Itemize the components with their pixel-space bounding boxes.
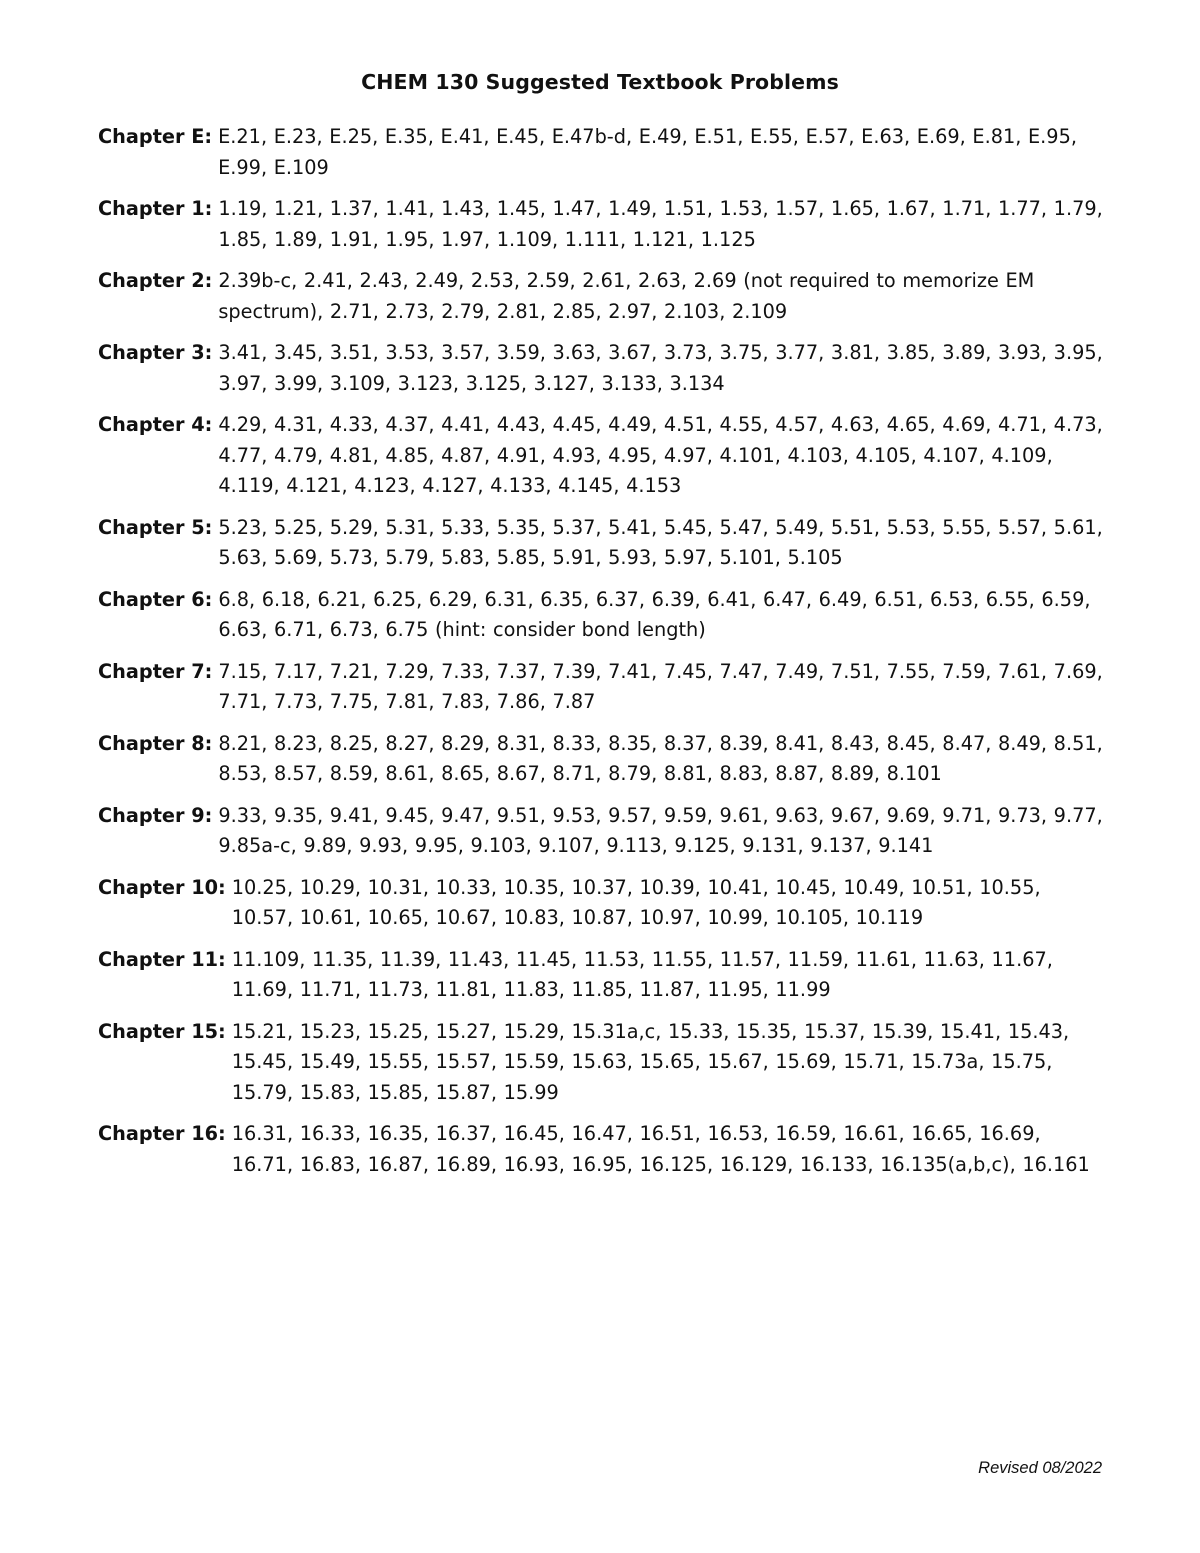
chapter-row-16	[98, 1119, 1108, 1180]
chapter-row-11	[98, 945, 1108, 1006]
chapter-row-3	[98, 338, 1108, 399]
chapter-problems: 7.15, 7.17, 7.21, 7.29, 7.33, 7.37, 7.39, 7.41, 7.45, 7.47, 7.49, 7.51, 7.55, 7.59, 7.61, 7.69, 7.71, 7.73, 7.75, 7.81, 7.83, 7.86, 7.87	[218, 659, 1103, 713]
chapter-problems: 1.19, 1.21, 1.37, 1.41, 1.43, 1.45, 1.47, 1.49, 1.51, 1.53, 1.57, 1.65, 1.67, 1.71, 1.77, 1.79, 1.85, 1.89, 1.91, 1.95, 1.97, 1.109, 1.111, 1.121, 1.125	[218, 197, 1103, 251]
chapter-row-6	[98, 585, 1108, 646]
chapter-problems: 4.29, 4.31, 4.33, 4.37, 4.41, 4.43, 4.45, 4.49, 4.51, 4.55, 4.57, 4.63, 4.65, 4.69, 4.71, 4.73, 4.77, 4.79, 4.81, 4.85, 4.87, 4.91, 4.93, 4.95, 4.97, 4.101, 4.103, 4.105, 4.107, 4.109, 4.119, 4.121, 4.123, 4.127, 4.133, 4.145, 4.153	[218, 413, 1103, 497]
chapter-label: Chapter 15:	[98, 1019, 226, 1043]
chapter-problems: 2.39b-c, 2.41, 2.43, 2.49, 2.53, 2.59, 2.61, 2.63, 2.69 (not required to memorize EM spectrum), 2.71, 2.73, 2.79, 2.81, 2.85, 2.97, 2.103, 2.109	[218, 269, 1035, 323]
chapter-row-10	[98, 873, 1108, 934]
chapter-label: Chapter 2:	[98, 269, 213, 292]
chapter-problems: 9.33, 9.35, 9.41, 9.45, 9.47, 9.51, 9.53, 9.57, 9.59, 9.61, 9.63, 9.67, 9.69, 9.71, 9.73, 9.77, 9.85a-c, 9.89, 9.93, 9.95, 9.103, 9.107, 9.113, 9.125, 9.131, 9.137, 9.141	[218, 803, 1103, 857]
chapter-label: Chapter 6:	[98, 587, 213, 611]
revision-date: Revised 08/2022	[978, 1459, 1102, 1477]
chapter-row-e	[98, 122, 1108, 183]
chapter-row-4	[98, 410, 1108, 502]
chapter-label: Chapter 9:	[98, 803, 213, 827]
chapter-label: Chapter 4:	[98, 413, 213, 436]
chapter-problems: 15.21, 15.23, 15.25, 15.27, 15.29, 15.31a,c, 15.33, 15.35, 15.37, 15.39, 15.41, 15.43, 15.45, 15.49, 15.55, 15.57, 15.59, 15.63, 15.65, 15.67, 15.69, 15.71, 15.73a, 15.75, 15.79, 15.83, 15.85, 15.87, 15.99	[231, 1019, 1070, 1104]
chapter-list	[98, 122, 1108, 1191]
chapter-row-9	[98, 801, 1108, 862]
chapter-row-2	[98, 266, 1108, 327]
chapter-row-1	[98, 194, 1108, 255]
chapter-label: Chapter 7:	[98, 659, 213, 683]
chapter-label: Chapter E:	[98, 125, 213, 148]
chapter-label: Chapter 10:	[98, 875, 226, 899]
chapter-label: Chapter 8:	[98, 731, 213, 755]
chapter-label: Chapter 1:	[98, 197, 213, 220]
chapter-label: Chapter 16:	[98, 1122, 226, 1145]
chapter-problems: 3.41, 3.45, 3.51, 3.53, 3.57, 3.59, 3.63, 3.67, 3.73, 3.75, 3.77, 3.81, 3.85, 3.89, 3.93, 3.95, 3.97, 3.99, 3.109, 3.123, 3.125, 3.127, 3.133, 3.134	[218, 341, 1103, 395]
chapter-label: Chapter 11:	[98, 947, 226, 971]
chapter-label: Chapter 3:	[98, 341, 213, 364]
chapter-row-5	[98, 513, 1108, 574]
chapter-label: Chapter 5:	[98, 515, 213, 539]
page-title: CHEM 130 Suggested Textbook Problems	[361, 70, 839, 94]
chapter-problems: 5.23, 5.25, 5.29, 5.31, 5.33, 5.35, 5.37, 5.41, 5.45, 5.47, 5.49, 5.51, 5.53, 5.55, 5.57, 5.61, 5.63, 5.69, 5.73, 5.79, 5.83, 5.85, 5.91, 5.93, 5.97, 5.101, 5.105	[218, 515, 1103, 569]
chapter-problems: 16.31, 16.33, 16.35, 16.37, 16.45, 16.47, 16.51, 16.53, 16.59, 16.61, 16.65, 16.69, 16.71, 16.83, 16.87, 16.89, 16.93, 16.95, 16.125, 16.129, 16.133, 16.135(a,b,c), 16.161	[231, 1122, 1090, 1176]
chapter-problems: E.21, E.23, E.25, E.35, E.41, E.45, E.47b-d, E.49, E.51, E.55, E.57, E.63, E.69, E.81, E.95, E.99, E.109	[218, 125, 1077, 179]
chapter-problems: 6.8, 6.18, 6.21, 6.25, 6.29, 6.31, 6.35, 6.37, 6.39, 6.41, 6.47, 6.49, 6.51, 6.53, 6.55, 6.59, 6.63, 6.71, 6.73, 6.75 (hint: consider bond length)	[218, 587, 1091, 641]
chapter-row-7	[98, 657, 1108, 718]
chapter-problems: 11.109, 11.35, 11.39, 11.43, 11.45, 11.53, 11.55, 11.57, 11.59, 11.61, 11.63, 11.67, 11.69, 11.71, 11.73, 11.81, 11.83, 11.85, 11.87, 11.95, 11.99	[231, 947, 1053, 1001]
chapter-row-15	[98, 1017, 1108, 1109]
chapter-problems: 8.21, 8.23, 8.25, 8.27, 8.29, 8.31, 8.33, 8.35, 8.37, 8.39, 8.41, 8.43, 8.45, 8.47, 8.49, 8.51, 8.53, 8.57, 8.59, 8.61, 8.65, 8.67, 8.71, 8.79, 8.81, 8.83, 8.87, 8.89, 8.101	[218, 731, 1103, 785]
chapter-row-8	[98, 729, 1108, 790]
chapter-problems: 10.25, 10.29, 10.31, 10.33, 10.35, 10.37, 10.39, 10.41, 10.45, 10.49, 10.51, 10.55, 10.57, 10.61, 10.65, 10.67, 10.83, 10.87, 10.97, 10.99, 10.105, 10.119	[231, 875, 1041, 929]
